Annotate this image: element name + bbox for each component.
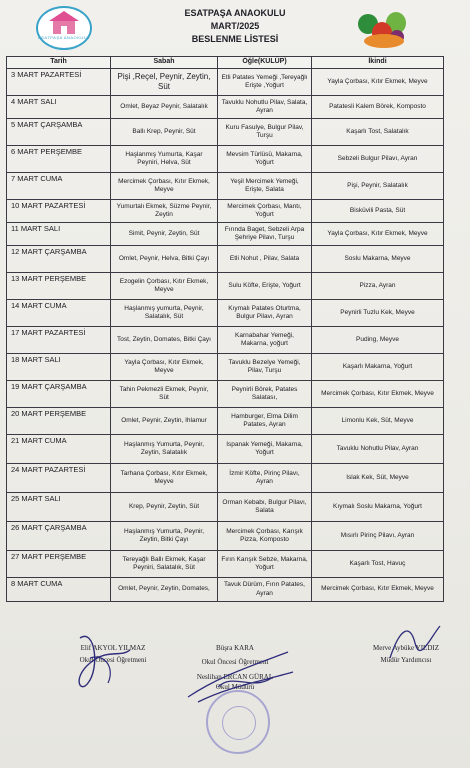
morning-cell: Tahin Pekmezli Ekmek, Peynir, Süt [111,381,218,408]
morning-cell: Tost, Zeytin, Domates, Bitki Çayı [111,327,218,354]
nutrition-table [6,56,444,602]
morning-cell: Omlet, Peynir, Zeytin, Domates, [111,578,218,602]
date-cell: 8 MART CUMA [7,578,111,602]
afternoon-cell: Kıymalı Soslu Makarna, Yoğurt [312,493,444,522]
table-header-row [7,57,444,69]
table-row [7,173,444,200]
teacher-role-2: Okul Öncesi Öğretmeni [201,658,269,666]
morning-cell: Omlet, Beyaz Peynir, Salatalık [111,96,218,119]
teacher-name-1: Elif AKYOL YILMAZ [80,644,146,652]
afternoon-cell: Kaşarlı Tost, Salatalık [312,119,444,146]
table-row [7,408,444,435]
column-header-morning: Sabah [111,57,218,69]
morning-cell: Ezogelin Çorbası, Kıtır Ekmek, Meyve [111,273,218,300]
morning-cell: Simit, Peynir, Zeytin, Süt [111,223,218,246]
date-cell: 6 MART PERŞEMBE [7,146,111,173]
table-row [7,200,444,223]
header [0,0,470,56]
table-row [7,146,444,173]
lunch-cell: Etli Patates Yemeği ,Tereyağlı Erişte ,Yoğurt [218,69,312,96]
afternoon-cell: Mısırlı Pirinç Pilavı, Ayran [312,522,444,551]
morning-cell: Pişi ,Reçel, Peynir, Zeytin, Süt [111,69,218,96]
morning-cell: Yayla Çorbası, Kıtır Ekmek, Meyve [111,354,218,381]
morning-cell: Yumurtalı Ekmek, Süzme Peynir, Zeytin [111,200,218,223]
date-cell: 17 MART PAZARTESİ [7,327,111,354]
month-title: MART/2025 [210,21,260,31]
date-cell: 27 MART PERŞEMBE [7,551,111,578]
date-cell: 7 MART CUMA [7,173,111,200]
table-body [7,69,444,602]
afternoon-cell: Sebzeli Bulgur Pilavı, Ayran [312,146,444,173]
lunch-cell: Tavuklu Bezelye Yemeği, Pilav, Turşu [218,354,312,381]
school-name: ESATPAŞA ANAOKULU [184,8,286,18]
morning-cell: Mercimek Çorbası, Kıtır Ekmek, Meyve [111,173,218,200]
morning-cell: Ballı Krep, Peynir, Süt [111,119,218,146]
house-icon [53,20,75,34]
list-title: BESLENME LİSTESİ [191,34,279,44]
lunch-cell: Kuru Fasulye, Bulgur Pilav, Turşu [218,119,312,146]
lunch-cell: Sulu Köfte, Erişte, Yoğurt [218,273,312,300]
afternoon-cell: Mercimek Çorbası, Kıtır Ekmek, Meyve [312,381,444,408]
morning-cell: Haşlanmış Yumurta, Peynir, Zeytin, Bitki Çayı [111,522,218,551]
date-cell: 20 MART PERŞEMBE [7,408,111,435]
date-cell: 24 MART PAZARTESİ [7,464,111,493]
lunch-cell: Etli Nohut , Pilav, Salata [218,246,312,273]
table-row [7,223,444,246]
table-row [7,578,444,602]
morning-cell: Omlet, Peynir, Zeytin, Ihlamur [111,408,218,435]
lunch-cell: Fırın Karışık Sebze, Makarna, Yoğurt [218,551,312,578]
lunch-cell: Tavuk Dürüm, Fırın Patates, Ayran [218,578,312,602]
date-cell: 4 MART SALI [7,96,111,119]
table-row [7,522,444,551]
vice-principal-name: Merve Aybüke YILDIZ [373,644,439,652]
afternoon-cell: Pizza, Ayran [312,273,444,300]
afternoon-cell: Kaşarlı Makarna, Yoğurt [312,354,444,381]
morning-cell: Haşlanmış yumurta, Peynir, Salatalık, Süt [111,300,218,327]
teacher-role-1: Okul Öncesi Öğretmeni [79,656,147,664]
logo-text: ESATPAŞA ANAOKULU [38,35,90,40]
table-row [7,119,444,146]
date-cell: 3 MART PAZARTESİ [7,69,111,96]
lunch-cell: Orman Kebabı, Bulgur Pilavı, Salata [218,493,312,522]
date-cell: 18 MART SALI [7,354,111,381]
table-row [7,246,444,273]
lunch-cell: Kıymalı Patates Oturtma, Bulgur Pilavı, Ayran [218,300,312,327]
title-block [150,7,320,46]
column-header-date: Tarih [7,57,111,69]
teacher-name-2: Büşra KARA [216,644,254,652]
table-row [7,435,444,464]
date-cell: 13 MART PERŞEMBE [7,273,111,300]
table-row [7,300,444,327]
afternoon-cell: Pişi, Peynir, Salatalık [312,173,444,200]
lunch-cell: Tavuklu Nohutlu Pilav, Salata, Ayran [218,96,312,119]
date-cell: 12 MART ÇARŞAMBA [7,246,111,273]
date-cell: 5 MART ÇARŞAMBA [7,119,111,146]
table-row [7,493,444,522]
lunch-cell: Peynirli Börek, Patates Salatası, [218,381,312,408]
principal-name: Neslihan ERCAN GÜRAL [196,673,274,681]
morning-cell: Tereyağlı Ballı Ekmek, Kaşar Peyniri, Salatalık, Süt [111,551,218,578]
afternoon-cell: Mercimek Çorbası, Kıtır Ekmek, Meyve [312,578,444,602]
morning-cell: Tarhana Çorbası, Kıtır Ekmek, Meyve [111,464,218,493]
lunch-cell: Yeşil Mercimek Yemeği, Erişte, Salata [218,173,312,200]
lunch-cell: Mercimek Çorbası, Mantı, Yoğurt [218,200,312,223]
lunch-cell: Mevsim Türlüsü, Makarna, Yoğurt [218,146,312,173]
table-row [7,96,444,119]
date-cell: 10 MART PAZARTESİ [7,200,111,223]
principal-role: Okul Müdürü [215,683,255,691]
table-row [7,327,444,354]
date-cell: 19 MART ÇARŞAMBA [7,381,111,408]
vice-principal-role: Müdür Yardımcısı [380,656,432,664]
column-header-lunch: Öğle(KULÜP) [218,57,312,69]
table-row [7,551,444,578]
afternoon-cell: Soslu Makarna, Meyve [312,246,444,273]
afternoon-cell: Tavuklu Nohutlu Pilav, Ayran [312,435,444,464]
date-cell: 26 MART ÇARŞAMBA [7,522,111,551]
vegetables-illustration [358,12,408,52]
table-row [7,354,444,381]
afternoon-cell: Peynirli Tuzlu Kek, Meyve [312,300,444,327]
lunch-cell: Ispanak Yemeği, Makarna, Yoğurt [218,435,312,464]
lunch-cell: Hamburger, Elma Dilim Patates, Ayran [218,408,312,435]
afternoon-cell: Patatesli Kalem Börek, Komposto [312,96,444,119]
morning-cell: Omlet, Peynir, Helva, Bitki Çayı [111,246,218,273]
afternoon-cell: Yayla Çorbası, Kıtır Ekmek, Meyve [312,69,444,96]
date-cell: 25 MART SALI [7,493,111,522]
lunch-cell: Fırında Baget, Sebzeli Arpa Şehriye Pilavı, Turşu [218,223,312,246]
lunch-cell: Mercimek Çorbası, Karışık Pizza, Komposto [218,522,312,551]
afternoon-cell: Yayla Çorbası, Kıtır Ekmek, Meyve [312,223,444,246]
afternoon-cell: Puding, Meyve [312,327,444,354]
afternoon-cell: Limonlu Kek, Süt, Meyve [312,408,444,435]
table-row [7,69,444,96]
morning-cell: Haşlanmış Yumurta, Kaşar Peyniri, Helva, Süt [111,146,218,173]
column-header-afternoon: İkindi [312,57,444,69]
handwritten-signature-left [60,628,150,698]
date-cell: 21 MART CUMA [7,435,111,464]
afternoon-cell: Islak Kek, Süt, Meyve [312,464,444,493]
afternoon-cell: Bisküvili Pasta, Süt [312,200,444,223]
table-row [7,273,444,300]
date-cell: 11 MART SALI [7,223,111,246]
lunch-cell: Karnabahar Yemeği, Makarna, yoğurt [218,327,312,354]
afternoon-cell: Kaşarlı Tost, Havuç [312,551,444,578]
lunch-cell: İzmir Köfte, Pirinç Pilavı, Ayran [218,464,312,493]
morning-cell: Haşlanmış Yumurta, Peynir, Zeytin, Salatalık [111,435,218,464]
morning-cell: Krep, Peynir, Zeytin, Süt [111,493,218,522]
handwritten-signature-right [380,618,450,668]
school-stamp [206,690,270,754]
date-cell: 14 MART CUMA [7,300,111,327]
school-logo [36,6,92,50]
table-row [7,381,444,408]
table-row [7,464,444,493]
